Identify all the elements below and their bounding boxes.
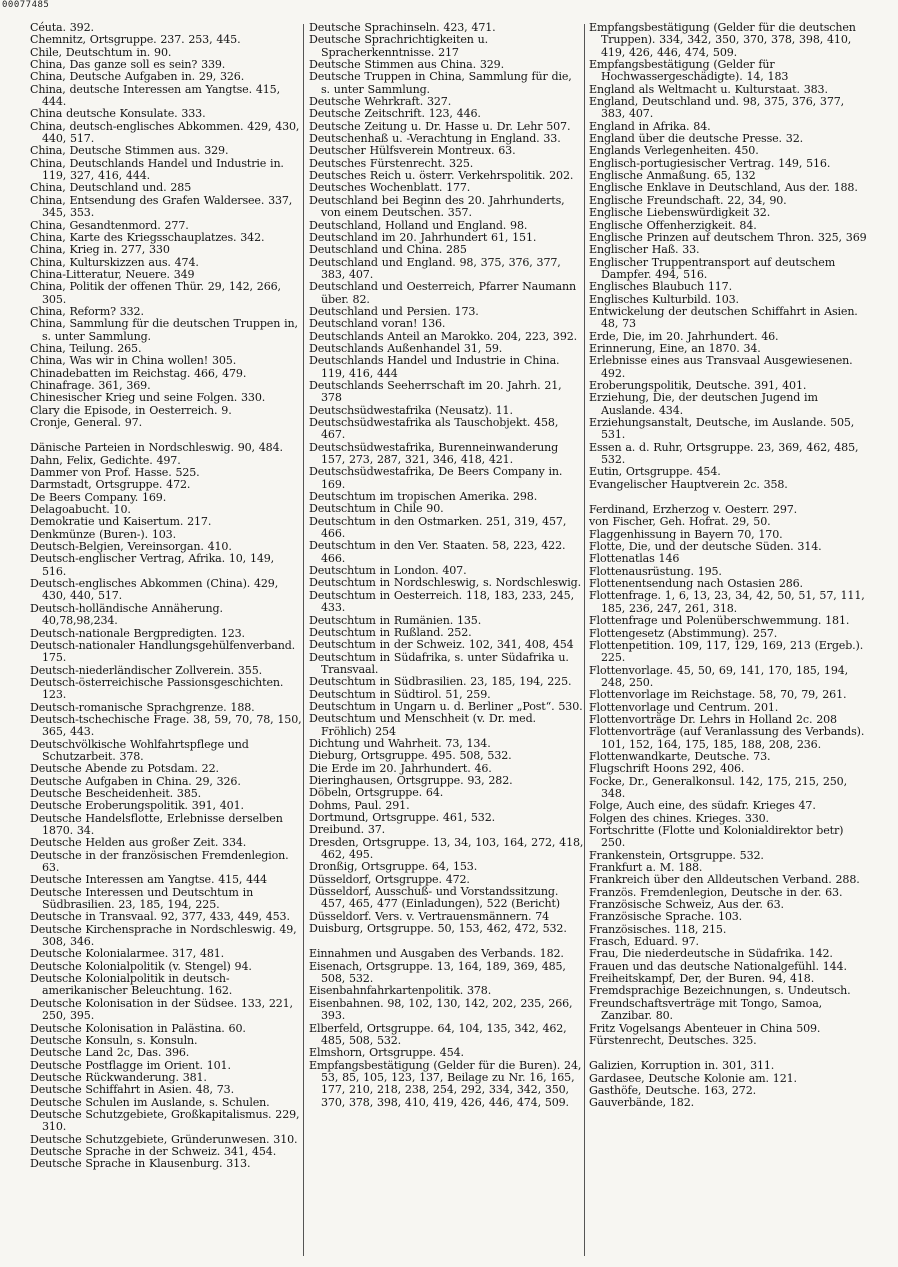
index-entry: Deutschtum in Südbrasilien. 23, 185, 194, 225. (309, 675, 572, 689)
index-entry: England als Weltmacht u. Kulturstaat. 383. (589, 82, 828, 96)
index-entry: Deutsche Wehrkraft. 327. (309, 95, 452, 109)
index-entry: Dahn, Felix, Gedichte. 497. (30, 453, 181, 467)
index-entry: Denkmünze (Buren-). 103. (30, 527, 176, 541)
index-entry: Chemnitz, Ortsgruppe. 237. 253, 445. (30, 33, 241, 47)
index-entry: Cronje, General. 97. (30, 416, 142, 429)
index-entry: Deutsche Schiffahrt in Asien. 48, 73. (30, 1083, 234, 1097)
index-entry: Deutschlands Anteil an Marokko. 204, 223, 392. (309, 329, 578, 343)
index-entry: Demokratie und Kaisertum. 217. (30, 515, 212, 529)
index-entry: Freiheitskampf, Der, der Buren. 94, 418. (589, 972, 815, 986)
index-entry: China, Das ganze soll es sein? 339. (30, 58, 226, 72)
index-entry: Deutschlands Außenhandel 31, 59. (309, 341, 503, 355)
index-entry: Deutschtum im tropischen Amerika. 298. (309, 490, 538, 504)
index-entry: Deutsch-nationaler Handlungsgehülfenverband. 175. (30, 638, 296, 665)
index-entry: Empfangsbestätigung (Gelder für die Buren). 24, 53, 85, 105, 123, 137, Beilage zu Nr. 16, 165, 177, 210, 218, 238, 254, 292, 334, 342, 350, 370, 378, 398, 410, 419, 426, 446, 474, 509. (309, 1058, 582, 1109)
index-entry: Eisenbahnfahrkartenpolitik. 378. (309, 984, 492, 998)
index-entry: Galizien, Korruption in. 301, 311. (589, 1059, 775, 1073)
index-entry: Französ. Fremdenlegion, Deutsche in der. 63. (589, 885, 843, 899)
index-entry: Englische Enklave in Deutschland, Aus der. 188. (589, 181, 858, 195)
index-entry: Deutschsüdwestafrika, Burenneinwanderung 157, 273, 287, 321, 346, 418, 421. (309, 440, 559, 467)
index-entry: Flugschrift Hoons 292, 406. (589, 762, 745, 776)
index-entry: Essen a. d. Ruhr, Ortsgruppe. 23, 369, 462, 485, 532. (589, 440, 859, 467)
index-entry: Elmshorn, Ortsgruppe. 454. (309, 1046, 464, 1060)
index-entry: Deutschtum in den Ver. Staaten. 58, 223, 422. 466. (309, 539, 566, 565)
index-entry: Flottenvorträge Dr. Lehrs in Holland 2c. 208 (589, 712, 837, 726)
index-entry: Eutin, Ortsgruppe. 454. (589, 465, 721, 479)
index-entry: China, Krieg in. 277, 330 (30, 243, 170, 257)
index-entry: Deutsche Kolonialpolitik (v. Stengel) 94. (30, 959, 252, 973)
index-entry: Englisch-portugiesischer Vertrag. 149, 516. (589, 156, 831, 170)
index-entry: Erziehungsanstalt, Deutsche, im Auslande. 505, 531. (589, 416, 855, 442)
index-entry: Dammer von Prof. Hasse. 525. (30, 466, 200, 480)
index-entry: Deutschland und China. 285 (309, 243, 467, 257)
index-entry: Deutsche Kirchensprache in Nordschleswig. 49, 308, 346. (30, 922, 297, 949)
index-entry: Deutschtum in Nordschleswig, s. Nordschleswig. (309, 576, 581, 590)
index-entry: Deutschtum in Rumänien. 135. (309, 613, 482, 627)
index-entry: Deutsche in der französischen Fremdenlegion. 63. (30, 848, 289, 875)
index-entry: Chinadebatten im Reichstag. 466, 479. (30, 366, 247, 380)
index-entry: Deutsche Kolonisation in Palästina. 60. (30, 1021, 246, 1035)
index-entry: Deutsch-romanische Sprachgrenze. 188. (30, 700, 255, 714)
index-column-2 (309, 22, 584, 1109)
index-entry: Deutschenhaß u. -Verachtung in England. 33. (309, 132, 561, 146)
index-entry: Chinafrage. 361, 369. (30, 378, 151, 392)
index-entry: China, deutsche Interessen am Yangtse. 415, 444. (30, 82, 280, 109)
index-entry: Deutsche Sprache in Klausenburg. 313. (30, 1157, 251, 1171)
index-entry: China, Kulturskizzen aus. 474. (30, 255, 199, 269)
scan-id: 00077485 (2, 0, 50, 10)
index-entry: Frau, Die niederdeutsche in Südafrika. 142. (589, 947, 833, 961)
index-entry: Frankenstein, Ortsgruppe. 532. (589, 848, 764, 862)
index-entry: Flottenausrüstung. 195. (589, 564, 722, 578)
index-entry: Flottenatlas 146 (589, 552, 680, 566)
index-entry: China, Sammlung für die deutschen Truppen in, s. unter Sammlung. (30, 317, 298, 343)
index-entry: Erziehung, Die, der deutschen Jugend im Auslande. 434. (589, 391, 818, 417)
index-entry: Flottenvorlage. 45, 50, 69, 141, 170, 185, 194, 248, 250. (589, 663, 849, 689)
index-entry: Deutschvölkische Wohlfahrtspflege und Schutzarbeit. 378. (30, 737, 249, 763)
index-entry: Deutsch-englischer Vertrag, Afrika. 10, 149, 516. (30, 552, 275, 578)
index-entry: Flottenpetition. 109, 117, 129, 169, 213 (Ergeb.). 225. (589, 638, 864, 665)
index-entry: Deutsch-niederländischer Zollverein. 355. (30, 663, 262, 677)
index-entry: Frasch, Eduard. 97. (589, 935, 699, 949)
index-entry: Deutsche Kolonialarmee. 317, 481. (30, 947, 225, 961)
index-entry: Deutschsüdwestafrika als Tauschobjekt. 458, 467. (309, 416, 559, 442)
index-entry: Englischer Haß. 33. (589, 243, 700, 257)
index-entry: Deutsche Rückwanderung. 381. (30, 1070, 207, 1084)
index-entry: China-Litteratur, Neuere. 349 (30, 267, 195, 281)
index-entry: Frankreich über den Alldeutschen Verband. 288. (589, 873, 860, 887)
index-entry: Darmstadt, Ortsgruppe. 472. (30, 478, 191, 492)
index-entry: Deutsche Sprachrichtigkeiten u. Spracherkenntnisse. 217 (309, 33, 489, 59)
index-entry: Fremdsprachige Bezeichnungen, s. Undeutsch. (589, 984, 851, 998)
index-entry: Deutschland und England. 98, 375, 376, 377, 383, 407. (309, 255, 561, 281)
index-entry: Delagoabucht. 10. (30, 503, 131, 517)
index-entry: China, Deutsche Aufgaben in. 29, 326. (30, 70, 245, 84)
index-entry: China, Deutsche Stimmen aus. 329. (30, 144, 229, 158)
index-entry: Frankfurt a. M. 188. (589, 861, 703, 875)
index-entry: Deutsch-nationale Bergpredigten. 123. (30, 626, 245, 640)
index-entry: Deutsches Fürstenrecht. 325. (309, 156, 474, 170)
index-entry: Flaggenhissung in Bayern 70, 170. (589, 527, 783, 541)
index-entry: England, Deutschland und. 98, 375, 376, 377, 383, 407. (589, 95, 845, 121)
index-entry: Deutschtum in Chile 90. (309, 502, 444, 516)
index-entry: De Beers Company. 169. (30, 490, 167, 504)
column-rule-1 (303, 24, 304, 1256)
index-entry: Deutsche Aufgaben in China. 29, 326. (30, 774, 241, 788)
index-entry: Flottenvorlage und Centrum. 201. (589, 700, 779, 714)
index-entry: Clary die Episode, in Oesterreich. 9. (30, 403, 232, 417)
index-entry: Deutsch-holländische Annäherung. 40,78,98,234. (30, 601, 223, 628)
index-entry: Düsseldorf. Vers. v. Vertrauensmännern. 74 (309, 909, 550, 923)
index-entry: Gauverbände, 182. (589, 1096, 694, 1110)
index-entry: Deutsche Bescheidenheit. 385. (30, 786, 202, 800)
index-entry: Flottenentsendung nach Ostasien 286. (589, 577, 803, 591)
index-entry: Chile, Deutschtum in. 90. (30, 45, 172, 59)
index-entry: Deutsches Reich u. österr. Verkehrspolitik. 202. (309, 169, 574, 183)
index-entry: Flottenwandkarte, Deutsche. 73. (589, 749, 771, 763)
index-entry: Deutsch-englisches Abkommen (China). 429, 430, 440, 517. (30, 577, 279, 603)
index-entry: Deutsch-österreichische Passionsgeschichten. 123. (30, 675, 284, 702)
index-entry: Deutschlands Seeherrschaft im 20. Jahrh. 21, 378 (309, 378, 562, 405)
index-entry: Dohms, Paul. 291. (309, 798, 410, 812)
index-entry: Die Erde im 20. Jahrhundert. 46. (309, 761, 492, 775)
index-entry: Deutschtum in der Schweiz. 102, 341, 408, 454 (309, 638, 574, 652)
index-entry: Englands Verlegenheiten. 450. (589, 144, 759, 158)
index-entry: Deutsche Truppen in China, Sammlung für die, s. unter Sammlung. (309, 70, 572, 96)
index-entry: Deutsche Abende zu Potsdam. 22. (30, 762, 219, 776)
index-entry: Deutschland und Persien. 173. (309, 304, 479, 318)
index-entry: Deutsche Zeitschrift. 123, 446. (309, 107, 481, 121)
index-entry: Deutsch-tschechische Frage. 38, 59, 70, 78, 150, 365, 443. (30, 712, 302, 739)
index-entry: Frauen und das deutsche Nationalgefühl. 144. (589, 959, 847, 973)
index-entry: Düsseldorf, Ortsgruppe. 472. (309, 872, 470, 886)
index-entry: Englische Freundschaft. 22, 34, 90. (589, 193, 787, 207)
index-entry: China, Teilung. 265. (30, 341, 142, 355)
index-entry: Eroberungspolitik, Deutsche. 391, 401. (589, 378, 807, 392)
index-entry: China, Deutschlands Handel und Industrie in. 119, 327, 416, 444. (30, 156, 284, 183)
index-entry: Deutschland bei Beginn des 20. Jahrhunderts, von einem Deutschen. 357. (309, 193, 565, 220)
index-entry: Deutschland im 20. Jahrhundert 61, 151. (309, 230, 537, 244)
index-entry: China, Deutschland und. 285 (30, 181, 192, 195)
index-entry: Englische Offenherzigkeit. 84. (589, 218, 757, 232)
index-entry: Flottenfrage und Polenüberschwemmung. 181. (589, 614, 850, 628)
index-entry: China, Gesandtenmord. 277. (30, 218, 189, 232)
index-entry: Deutsche Zeitung u. Dr. Hasse u. Dr. Lehr 507. (309, 119, 571, 133)
index-entry: Fortschritte (Flotte und Kolonialdirektor betr) 250. (589, 824, 844, 850)
index-entry: Deutsche in Transvaal. 92, 377, 433, 449, 453. (30, 910, 290, 924)
index-entry: Dieringhausen, Ortsgruppe. 93, 282. (309, 773, 513, 787)
index-entry: Deutsche Eroberungspolitik. 391, 401. (30, 799, 244, 813)
index-entry: Deutsche Land 2c, Das. 396. (30, 1046, 190, 1060)
index-entry: Freundschaftsverträge mit Tongo, Samoa, Zanzibar. 80. (589, 996, 823, 1023)
index-entry: Englisches Blaubuch 117. (589, 280, 732, 294)
index-entry: Döbeln, Ortsgruppe. 64. (309, 786, 444, 800)
index-entry: Dieburg, Ortsgruppe. 495. 508, 532. (309, 749, 512, 763)
index-page (30, 22, 894, 1262)
index-entry: Evangelischer Hauptverein 2c. 358. (589, 477, 788, 491)
index-entry: Deutsche Sprachinseln. 423, 471. (309, 21, 496, 34)
index-entry: Flotte, Die, und der deutsche Süden. 314. (589, 540, 822, 554)
index-entry: Deutsche Schulen im Auslande, s. Schulen. (30, 1095, 270, 1109)
index-entry: Deutschtum in London. 407. (309, 564, 467, 578)
index-entry: Deutschsüdwestafrika (Neusatz). 11. (309, 403, 513, 417)
index-entry: China, Was wir in China wollen! 305. (30, 354, 237, 368)
index-entry: Deutsches Wochenblatt. 177. (309, 181, 471, 195)
index-entry: China deutsche Konsulate. 333. (30, 107, 206, 121)
index-entry: Empfangsbestätigung (Gelder für Hochwassergeschädigte). 14, 183 (589, 58, 789, 84)
index-entry: Deutschtum in den Ostmarken. 251, 319, 457, 466. (309, 514, 567, 541)
index-entry: Eisenach, Ortsgruppe. 13, 164, 189, 369, 485, 508, 532. (309, 959, 566, 986)
index-entry: Düsseldorf, Ausschuß- und Vorstandssitzung. 457, 465, 477 (Einladungen), 522 (Bericht) (309, 885, 560, 911)
index-column-3 (589, 22, 871, 1110)
index-entry: Deutschland, Holland und England. 98. (309, 218, 528, 232)
index-entry: Deutschlands Handel und Industrie in China. 119, 416, 444 (309, 354, 560, 380)
index-entry: Deutschtum in Rußland. 252. (309, 625, 472, 639)
index-entry: Englischer Truppentransport auf deutschem Dampfer. 494, 516. (589, 255, 836, 281)
index-entry: England in Afrika. 84. (589, 119, 711, 133)
index-entry: Fürstenrecht, Deutsches. 325. (589, 1033, 757, 1047)
index-entry: Flottenvorträge (auf Veranlassung des Verbands). 101, 152, 164, 175, 185, 188, 208, 236. (589, 725, 865, 751)
index-entry: Entwickelung der deutschen Schiffahrt in Asien. 48, 73 (589, 304, 858, 331)
index-entry: Deutschland voran! 136. (309, 317, 446, 331)
index-entry: Deutschtum in Südafrika, s. unter Südafrika u. Transvaal. (309, 650, 569, 676)
index-entry: Französische Sprache. 103. (589, 910, 743, 924)
index-entry: Elberfeld, Ortsgruppe. 64, 104, 135, 342, 462, 485, 508, 532. (309, 1021, 567, 1047)
index-entry: Céuta. 392. (30, 21, 94, 34)
index-entry: Deutsche Sprache in der Schweiz. 341, 454. (30, 1144, 277, 1158)
index-entry: Focke, Dr., Generalkonsul. 142, 175, 215, 250, 348. (589, 774, 847, 800)
index-entry: Deutsch-Belgien, Vereinsorgan. 410. (30, 540, 232, 554)
index-entry: China, Entsendung des Grafen Waldersee. 337, 345, 353. (30, 193, 293, 220)
index-entry: Deutsche Kolonialpolitik in deutsch-amerikanischer Beleuchtung. 162. (30, 972, 233, 998)
index-column-1 (30, 22, 302, 1171)
index-entry: Deutsche Interessen am Yangtse. 415, 444 (30, 873, 267, 887)
index-entry: Empfangsbestätigung (Gelder für die deutschen Truppen). 334, 342, 350, 370, 378, 398, 410, 419, 426, 446, 474, 509. (589, 21, 856, 59)
index-entry: Dortmund, Ortsgruppe. 461, 532. (309, 811, 495, 824)
index-entry: China, Reform? 332. (30, 304, 144, 318)
index-entry: Ferdinand, Erzherzog v. Oesterr. 297. (589, 503, 798, 517)
index-entry: Englische Prinzen auf deutschem Thron. 325, 369 (589, 230, 867, 244)
index-entry: Deutschtum in Oesterreich. 118, 183, 233, 245, 433. (309, 588, 574, 615)
index-entry: Fritz Vogelsangs Abenteuer in China 509. (589, 1021, 821, 1035)
index-entry: Dänische Parteien in Nordschleswig. 90, 484. (30, 441, 283, 455)
index-entry: Flottenfrage. 1, 6, 13, 23, 34, 42, 50, 51, 57, 111, 185, 236, 247, 261, 318. (589, 589, 865, 615)
index-entry: Gasthöfe, Deutsche. 163, 272. (589, 1083, 756, 1097)
index-entry: Erlebnisse eines aus Transvaal Ausgewiesenen. 492. (589, 354, 853, 380)
index-entry: Deutschsüdwestafrika, De Beers Company in. 169. (309, 465, 563, 491)
index-entry: Deutsche Helden aus großer Zeit. 334. (30, 836, 247, 850)
index-entry: Deutsche Schutzgebiete, Großkapitalismus. 229, 310. (30, 1107, 300, 1134)
index-entry: Dresden, Ortsgruppe. 13, 34, 103, 164, 272, 418, 462, 495. (309, 835, 584, 862)
index-entry: Englische Liebenswürdigkeit 32. (589, 206, 771, 220)
index-entry: China, deutsch-englisches Abkommen. 429, 430, 440, 517. (30, 119, 300, 146)
index-entry: China, Politik der offenen Thür. 29, 142, 266, 305. (30, 280, 281, 306)
index-entry: Dreibund. 37. (309, 823, 386, 837)
index-entry: Deutsche Kolonisation in der Südsee. 133, 221, 250, 395. (30, 996, 293, 1023)
index-entry: Englisches Kulturbild. 103. (589, 292, 739, 306)
index-entry: Chinesischer Krieg und seine Folgen. 330. (30, 391, 266, 405)
index-entry: China, Karte des Kriegsschauplatzes. 342. (30, 230, 265, 244)
index-entry: Erinnerung, Eine, an 1870. 34. (589, 341, 761, 355)
index-entry: Flottengesetz (Abstimmung). 257. (589, 626, 778, 640)
index-entry: Deutschtum in Südtirol. 51, 259. (309, 687, 491, 701)
index-entry: Deutsche Schutzgebiete, Gründerunwesen. 310. (30, 1132, 298, 1146)
index-entry: Dronßig, Ortsgruppe. 64, 153. (309, 860, 478, 874)
index-entry: von Fischer, Geh. Hofrat. 29, 50. (589, 515, 771, 529)
index-entry: Deutsche Stimmen aus China. 329. (309, 58, 504, 72)
index-entry: Einnahmen und Ausgaben des Verbands. 182. (309, 947, 564, 961)
index-entry: Deutschtum und Menschheit (v. Dr. med. Fröhlich) 254 (309, 712, 536, 738)
index-entry: Flottenvorlage im Reichstage. 58, 70, 79, 261. (589, 688, 847, 702)
index-entry: Deutsche Postflagge im Orient. 101. (30, 1058, 231, 1072)
index-entry: Englische Anmaßung. 65, 132 (589, 169, 756, 183)
index-entry: Deutschtum in Ungarn u. d. Berliner „Post“. 530. (309, 699, 583, 713)
column-rule-2 (584, 24, 585, 1256)
index-entry: England über die deutsche Presse. 32. (589, 132, 804, 146)
index-entry: Französisches. 118, 215. (589, 922, 727, 936)
index-entry: Erde, Die, im 20. Jahrhundert. 46. (589, 329, 779, 343)
index-entry: Folge, Auch eine, des südafr. Krieges 47. (589, 799, 816, 813)
index-entry: Folgen des chines. Krieges. 330. (589, 811, 769, 825)
index-entry: Deutsche Handelsflotte, Erlebnisse derselben 1870. 34. (30, 811, 283, 837)
index-entry: Französische Schweiz, Aus der. 63. (589, 898, 784, 912)
index-entry: Deutsche Konsuln, s. Konsuln. (30, 1033, 198, 1047)
index-entry: Deutschland und Oesterreich, Pfarrer Naumann über. 82. (309, 280, 576, 306)
index-entry: Deutscher Hülfsverein Montreux. 63. (309, 144, 516, 158)
index-entry: Deutsche Interessen und Deutschtum in Südbrasilien. 23, 185, 194, 225. (30, 885, 254, 912)
index-entry: Duisburg, Ortsgruppe. 50, 153, 462, 472, 532. (309, 922, 567, 936)
index-entry: Gardasee, Deutsche Kolonie am. 121. (589, 1071, 797, 1085)
index-entry: Eisenbahnen. 98, 102, 130, 142, 202, 235, 266, 393. (309, 996, 573, 1023)
index-entry: Dichtung und Wahrheit. 73, 134. (309, 736, 491, 750)
